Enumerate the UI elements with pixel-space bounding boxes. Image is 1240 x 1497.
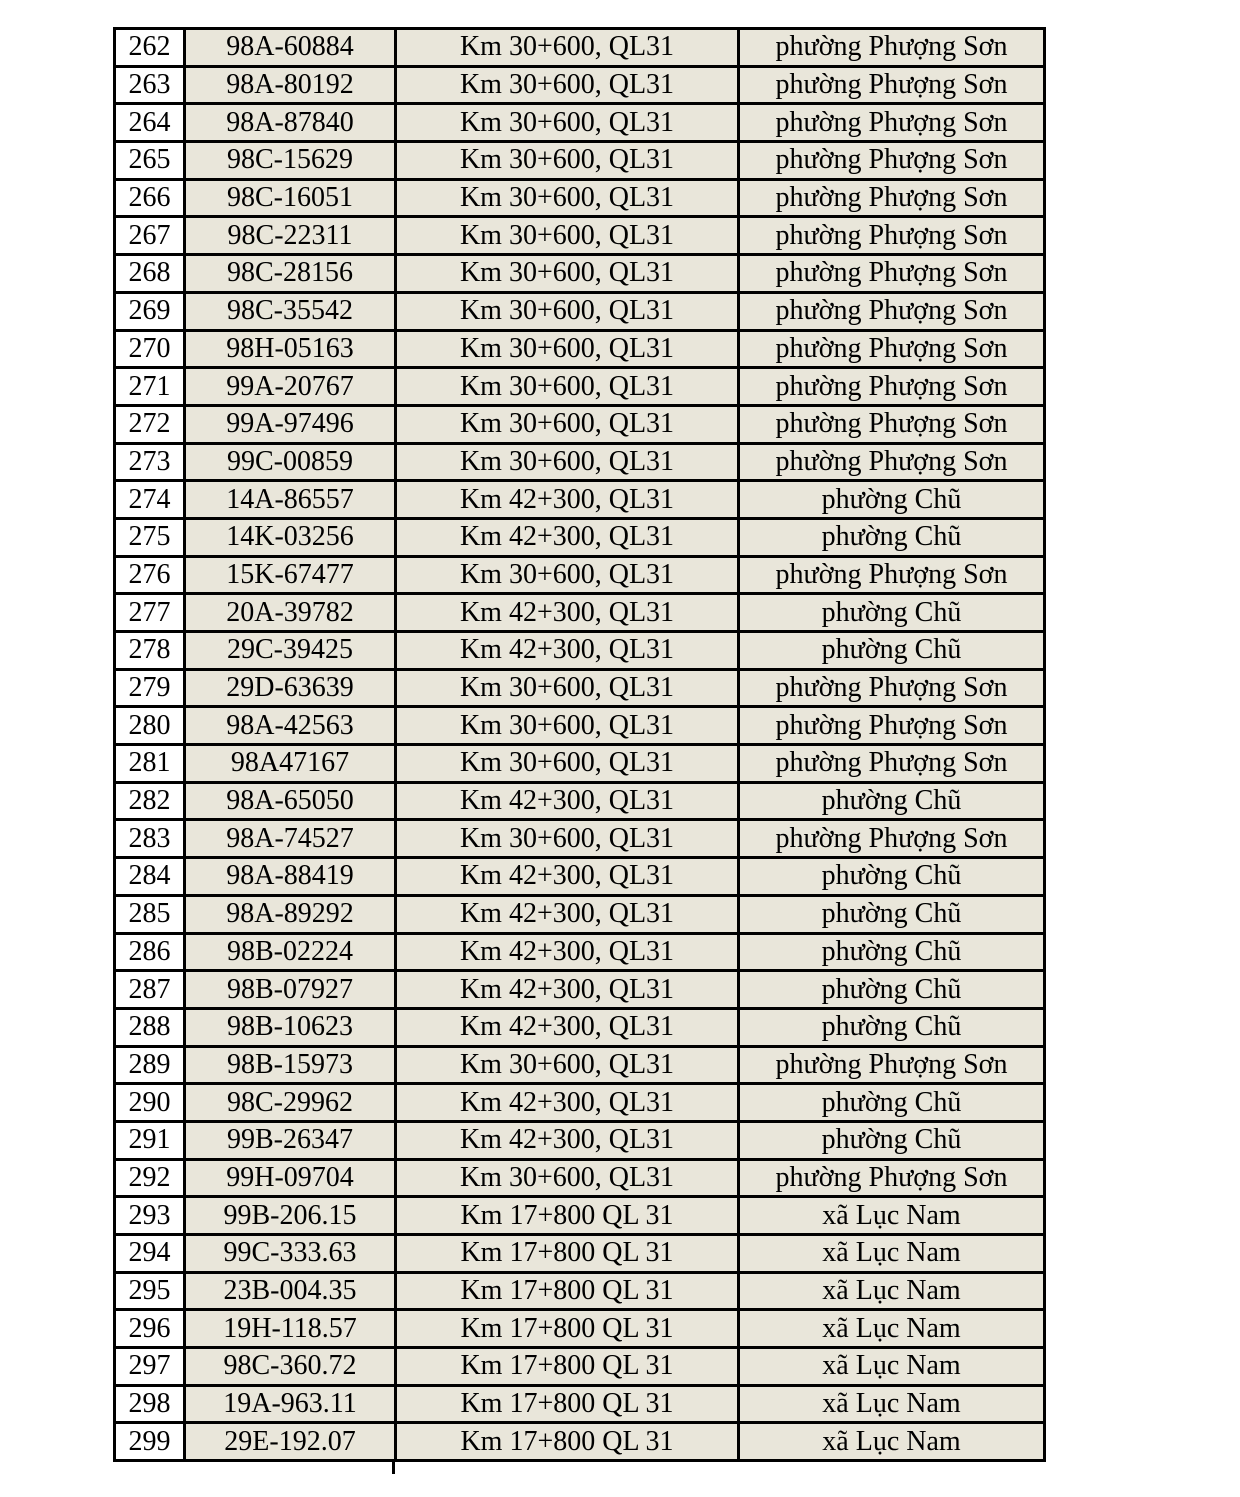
location-cell: Km 30+600, QL31 bbox=[396, 179, 739, 217]
plate-number-cell: 99C-00859 bbox=[185, 443, 396, 481]
row-index-cell: 298 bbox=[115, 1385, 185, 1423]
ward-cell: phường Phượng Sơn bbox=[739, 1046, 1045, 1084]
location-cell: Km 42+300, QL31 bbox=[396, 1121, 739, 1159]
plate-number-cell: 98A-60884 bbox=[185, 29, 396, 67]
row-index-cell: 278 bbox=[115, 632, 185, 670]
table-row bbox=[115, 707, 1045, 745]
row-index-cell: 262 bbox=[115, 29, 185, 67]
plate-number-cell: 98C-28156 bbox=[185, 255, 396, 293]
ward-cell: xã Lục Nam bbox=[739, 1348, 1045, 1386]
ward-cell: xã Lục Nam bbox=[739, 1272, 1045, 1310]
ward-cell: phường Chũ bbox=[739, 481, 1045, 519]
plate-number-cell: 98C-360.72 bbox=[185, 1348, 396, 1386]
location-cell: Km 30+600, QL31 bbox=[396, 104, 739, 142]
cutoff-next-row-border-stub bbox=[392, 1461, 395, 1474]
plate-number-cell: 29D-63639 bbox=[185, 669, 396, 707]
location-cell: Km 30+600, QL31 bbox=[396, 669, 739, 707]
row-index-cell: 269 bbox=[115, 292, 185, 330]
location-cell: Km 42+300, QL31 bbox=[396, 632, 739, 670]
ward-cell: xã Lục Nam bbox=[739, 1235, 1045, 1273]
plate-number-cell: 98B-07927 bbox=[185, 971, 396, 1009]
row-index-cell: 272 bbox=[115, 405, 185, 443]
table-row bbox=[115, 518, 1045, 556]
vehicle-plates-table bbox=[113, 27, 1046, 1462]
location-cell: Km 17+800 QL 31 bbox=[396, 1235, 739, 1273]
plate-number-cell: 99H-09704 bbox=[185, 1159, 396, 1197]
location-cell: Km 42+300, QL31 bbox=[396, 782, 739, 820]
ward-cell: phường Phượng Sơn bbox=[739, 820, 1045, 858]
table-row bbox=[115, 556, 1045, 594]
plate-number-cell: 14K-03256 bbox=[185, 518, 396, 556]
table-row bbox=[115, 632, 1045, 670]
location-cell: Km 42+300, QL31 bbox=[396, 518, 739, 556]
ward-cell: phường Phượng Sơn bbox=[739, 669, 1045, 707]
location-cell: Km 30+600, QL31 bbox=[396, 443, 739, 481]
row-index-cell: 275 bbox=[115, 518, 185, 556]
table-row bbox=[115, 443, 1045, 481]
row-index-cell: 266 bbox=[115, 179, 185, 217]
row-index-cell: 288 bbox=[115, 1008, 185, 1046]
row-index-cell: 265 bbox=[115, 142, 185, 180]
location-cell: Km 42+300, QL31 bbox=[396, 481, 739, 519]
plate-number-cell: 99C-333.63 bbox=[185, 1235, 396, 1273]
plate-number-cell: 14A-86557 bbox=[185, 481, 396, 519]
location-cell: Km 42+300, QL31 bbox=[396, 971, 739, 1009]
plate-number-cell: 99B-206.15 bbox=[185, 1197, 396, 1235]
ward-cell: phường Phượng Sơn bbox=[739, 556, 1045, 594]
table-row bbox=[115, 895, 1045, 933]
location-cell: Km 42+300, QL31 bbox=[396, 895, 739, 933]
plate-number-cell: 98A-42563 bbox=[185, 707, 396, 745]
ward-cell: phường Phượng Sơn bbox=[739, 255, 1045, 293]
table-row bbox=[115, 1121, 1045, 1159]
ward-cell: phường Chũ bbox=[739, 594, 1045, 632]
plate-number-cell: 98C-22311 bbox=[185, 217, 396, 255]
table-row bbox=[115, 405, 1045, 443]
plate-number-cell: 98C-15629 bbox=[185, 142, 396, 180]
ward-cell: phường Chũ bbox=[739, 1121, 1045, 1159]
table-row bbox=[115, 594, 1045, 632]
ward-cell: phường Phượng Sơn bbox=[739, 292, 1045, 330]
row-index-cell: 299 bbox=[115, 1423, 185, 1461]
location-cell: Km 17+800 QL 31 bbox=[396, 1272, 739, 1310]
row-index-cell: 277 bbox=[115, 594, 185, 632]
table-row bbox=[115, 1159, 1045, 1197]
table-row bbox=[115, 1046, 1045, 1084]
plate-number-cell: 98A-88419 bbox=[185, 858, 396, 896]
plate-number-cell: 29E-192.07 bbox=[185, 1423, 396, 1461]
plate-number-cell: 99A-20767 bbox=[185, 368, 396, 406]
location-cell: Km 30+600, QL31 bbox=[396, 368, 739, 406]
location-cell: Km 30+600, QL31 bbox=[396, 556, 739, 594]
table-row bbox=[115, 255, 1045, 293]
ward-cell: phường Phượng Sơn bbox=[739, 66, 1045, 104]
ward-cell: phường Phượng Sơn bbox=[739, 405, 1045, 443]
location-cell: Km 17+800 QL 31 bbox=[396, 1310, 739, 1348]
table-row bbox=[115, 292, 1045, 330]
row-index-cell: 291 bbox=[115, 1121, 185, 1159]
table-row bbox=[115, 1423, 1045, 1461]
table-row bbox=[115, 1084, 1045, 1122]
location-cell: Km 42+300, QL31 bbox=[396, 1008, 739, 1046]
ward-cell: phường Chũ bbox=[739, 971, 1045, 1009]
row-index-cell: 268 bbox=[115, 255, 185, 293]
row-index-cell: 282 bbox=[115, 782, 185, 820]
location-cell: Km 42+300, QL31 bbox=[396, 933, 739, 971]
ward-cell: xã Lục Nam bbox=[739, 1310, 1045, 1348]
location-cell: Km 30+600, QL31 bbox=[396, 292, 739, 330]
ward-cell: xã Lục Nam bbox=[739, 1385, 1045, 1423]
table-row bbox=[115, 820, 1045, 858]
row-index-cell: 283 bbox=[115, 820, 185, 858]
table-row bbox=[115, 481, 1045, 519]
table-row bbox=[115, 217, 1045, 255]
row-index-cell: 267 bbox=[115, 217, 185, 255]
row-index-cell: 281 bbox=[115, 745, 185, 783]
table-row bbox=[115, 1272, 1045, 1310]
ward-cell: phường Phượng Sơn bbox=[739, 104, 1045, 142]
ward-cell: phường Phượng Sơn bbox=[739, 745, 1045, 783]
table-row bbox=[115, 1008, 1045, 1046]
vehicle-plates-table-body bbox=[115, 29, 1045, 1461]
row-index-cell: 297 bbox=[115, 1348, 185, 1386]
row-index-cell: 296 bbox=[115, 1310, 185, 1348]
plate-number-cell: 29C-39425 bbox=[185, 632, 396, 670]
table-row bbox=[115, 745, 1045, 783]
ward-cell: xã Lục Nam bbox=[739, 1197, 1045, 1235]
ward-cell: phường Phượng Sơn bbox=[739, 707, 1045, 745]
plate-number-cell: 98A-65050 bbox=[185, 782, 396, 820]
table-row bbox=[115, 971, 1045, 1009]
plate-number-cell: 98H-05163 bbox=[185, 330, 396, 368]
location-cell: Km 30+600, QL31 bbox=[396, 707, 739, 745]
row-index-cell: 271 bbox=[115, 368, 185, 406]
location-cell: Km 42+300, QL31 bbox=[396, 1084, 739, 1122]
row-index-cell: 276 bbox=[115, 556, 185, 594]
row-index-cell: 286 bbox=[115, 933, 185, 971]
ward-cell: phường Phượng Sơn bbox=[739, 368, 1045, 406]
row-index-cell: 294 bbox=[115, 1235, 185, 1273]
location-cell: Km 30+600, QL31 bbox=[396, 1159, 739, 1197]
ward-cell: phường Chũ bbox=[739, 518, 1045, 556]
ward-cell: phường Chũ bbox=[739, 895, 1045, 933]
plate-number-cell: 15K-67477 bbox=[185, 556, 396, 594]
table-row bbox=[115, 782, 1045, 820]
ward-cell: phường Chũ bbox=[739, 632, 1045, 670]
ward-cell: phường Phượng Sơn bbox=[739, 217, 1045, 255]
ward-cell: phường Chũ bbox=[739, 782, 1045, 820]
row-index-cell: 290 bbox=[115, 1084, 185, 1122]
table-row bbox=[115, 330, 1045, 368]
table-row bbox=[115, 142, 1045, 180]
table-row bbox=[115, 669, 1045, 707]
location-cell: Km 30+600, QL31 bbox=[396, 29, 739, 67]
plate-number-cell: 98B-15973 bbox=[185, 1046, 396, 1084]
plate-number-cell: 98A-74527 bbox=[185, 820, 396, 858]
plate-number-cell: 19A-963.11 bbox=[185, 1385, 396, 1423]
ward-cell: phường Chũ bbox=[739, 858, 1045, 896]
table-row bbox=[115, 29, 1045, 67]
plate-number-cell: 98A47167 bbox=[185, 745, 396, 783]
ward-cell: phường Phượng Sơn bbox=[739, 142, 1045, 180]
table-row bbox=[115, 1385, 1045, 1423]
ward-cell: phường Chũ bbox=[739, 933, 1045, 971]
plate-number-cell: 98C-29962 bbox=[185, 1084, 396, 1122]
plate-number-cell: 98C-16051 bbox=[185, 179, 396, 217]
ward-cell: phường Phượng Sơn bbox=[739, 443, 1045, 481]
table-row bbox=[115, 1235, 1045, 1273]
row-index-cell: 273 bbox=[115, 443, 185, 481]
location-cell: Km 30+600, QL31 bbox=[396, 255, 739, 293]
row-index-cell: 295 bbox=[115, 1272, 185, 1310]
location-cell: Km 42+300, QL31 bbox=[396, 594, 739, 632]
row-index-cell: 289 bbox=[115, 1046, 185, 1084]
row-index-cell: 284 bbox=[115, 858, 185, 896]
row-index-cell: 274 bbox=[115, 481, 185, 519]
plate-number-cell: 20A-39782 bbox=[185, 594, 396, 632]
ward-cell: phường Chũ bbox=[739, 1084, 1045, 1122]
row-index-cell: 285 bbox=[115, 895, 185, 933]
row-index-cell: 280 bbox=[115, 707, 185, 745]
row-index-cell: 270 bbox=[115, 330, 185, 368]
row-index-cell: 279 bbox=[115, 669, 185, 707]
plate-number-cell: 98B-02224 bbox=[185, 933, 396, 971]
location-cell: Km 42+300, QL31 bbox=[396, 858, 739, 896]
location-cell: Km 30+600, QL31 bbox=[396, 820, 739, 858]
table-row bbox=[115, 179, 1045, 217]
table-row bbox=[115, 104, 1045, 142]
table-row bbox=[115, 66, 1045, 104]
ward-cell: phường Chũ bbox=[739, 1008, 1045, 1046]
table-row bbox=[115, 1197, 1045, 1235]
row-index-cell: 263 bbox=[115, 66, 185, 104]
table-row bbox=[115, 858, 1045, 896]
table-row bbox=[115, 1348, 1045, 1386]
row-index-cell: 293 bbox=[115, 1197, 185, 1235]
table-row bbox=[115, 368, 1045, 406]
plate-number-cell: 98A-89292 bbox=[185, 895, 396, 933]
ward-cell: phường Phượng Sơn bbox=[739, 179, 1045, 217]
row-index-cell: 264 bbox=[115, 104, 185, 142]
plate-number-cell: 99B-26347 bbox=[185, 1121, 396, 1159]
plate-number-cell: 98C-35542 bbox=[185, 292, 396, 330]
location-cell: Km 30+600, QL31 bbox=[396, 217, 739, 255]
ward-cell: phường Phượng Sơn bbox=[739, 29, 1045, 67]
location-cell: Km 30+600, QL31 bbox=[396, 745, 739, 783]
row-index-cell: 292 bbox=[115, 1159, 185, 1197]
ward-cell: phường Phượng Sơn bbox=[739, 330, 1045, 368]
location-cell: Km 30+600, QL31 bbox=[396, 405, 739, 443]
plate-number-cell: 98A-87840 bbox=[185, 104, 396, 142]
plate-number-cell: 23B-004.35 bbox=[185, 1272, 396, 1310]
plate-number-cell: 19H-118.57 bbox=[185, 1310, 396, 1348]
location-cell: Km 30+600, QL31 bbox=[396, 142, 739, 180]
table-row bbox=[115, 1310, 1045, 1348]
location-cell: Km 17+800 QL 31 bbox=[396, 1423, 739, 1461]
location-cell: Km 30+600, QL31 bbox=[396, 330, 739, 368]
plate-number-cell: 99A-97496 bbox=[185, 405, 396, 443]
location-cell: Km 17+800 QL 31 bbox=[396, 1385, 739, 1423]
ward-cell: phường Phượng Sơn bbox=[739, 1159, 1045, 1197]
location-cell: Km 17+800 QL 31 bbox=[396, 1197, 739, 1235]
location-cell: Km 17+800 QL 31 bbox=[396, 1348, 739, 1386]
row-index-cell: 287 bbox=[115, 971, 185, 1009]
location-cell: Km 30+600, QL31 bbox=[396, 1046, 739, 1084]
plate-number-cell: 98B-10623 bbox=[185, 1008, 396, 1046]
table-row bbox=[115, 933, 1045, 971]
ward-cell: xã Lục Nam bbox=[739, 1423, 1045, 1461]
plate-number-cell: 98A-80192 bbox=[185, 66, 396, 104]
location-cell: Km 30+600, QL31 bbox=[396, 66, 739, 104]
